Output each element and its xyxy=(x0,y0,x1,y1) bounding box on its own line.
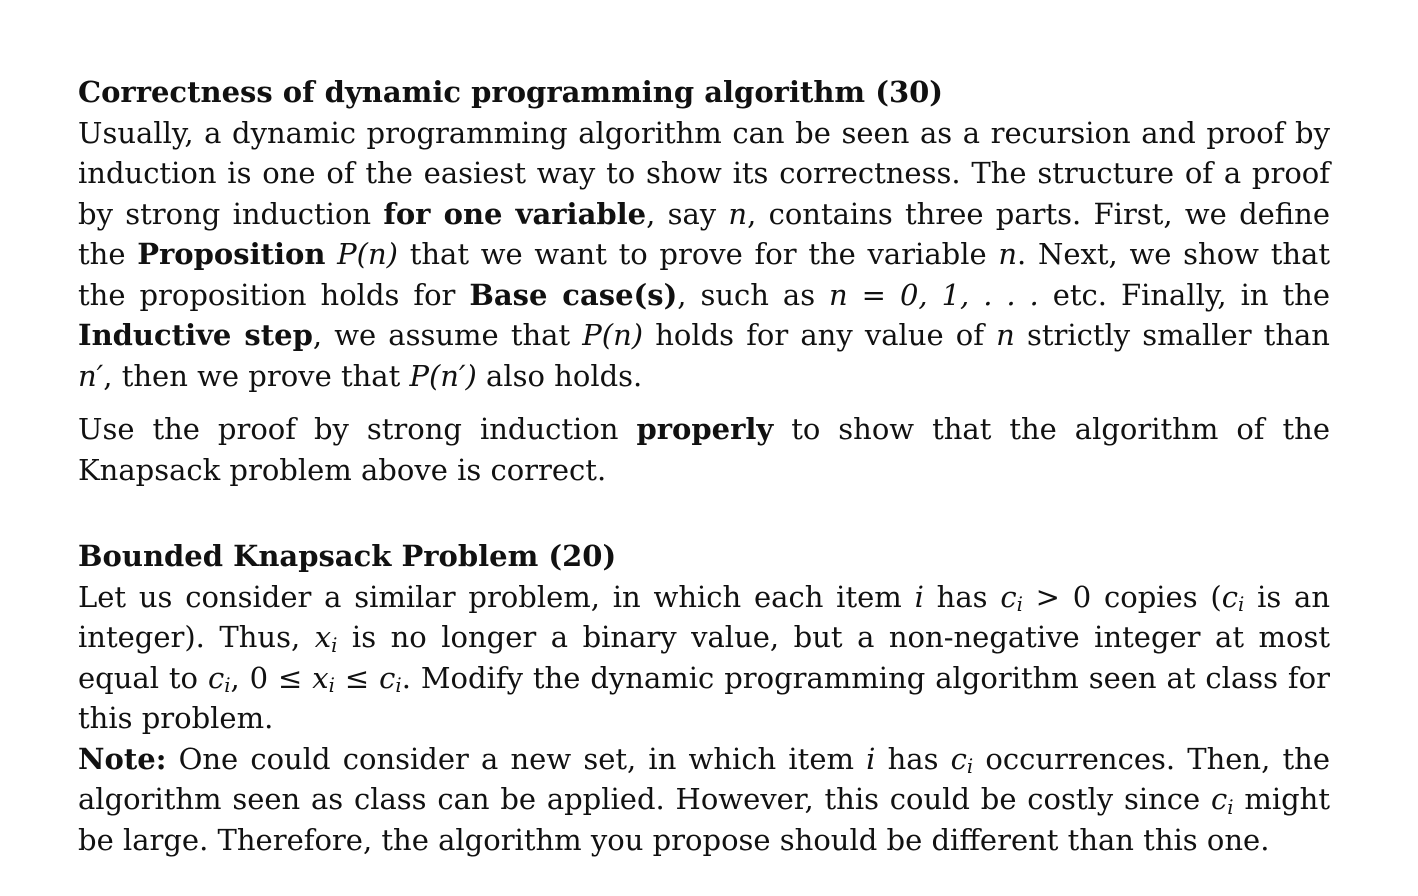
section-title-bounded-knapsack: Bounded Knapsack Problem (20) xyxy=(78,539,617,573)
paragraph-bounded-knapsack: Let us consider a similar problem, in which each item i has $c_i > 0$ copies ($c_i$ is an integer). Thus, $x_i$ is no longer a binary value, but a non-negative integer at most equal to $c_i$, $0 \le x_i \le c_i$. Modify the dynamic programming algorithm seen at class for this problem. xyxy=(78,579,1331,735)
paragraph-induction-structure: Usually, a dynamic programming algorithm can be seen as a recursion and proof by induction is one of the easiest way to show its correctness. The structure of a proof by strong induction for one variable, say n, contains three parts. First, we define the Proposition P(n) that we want to prove for the variable n. Next, we show that the proposition holds for Base case(s), such as n = 0, 1, . . . etc. Finally, in the Inductive step, we assume that P(n) holds for any value of n strictly smaller than n′, then we prove that P(n′) also holds. xyxy=(78,115,1331,393)
section-title-correctness: Correctness of dynamic programming algorithm (30) xyxy=(78,75,944,109)
note-label: Note: xyxy=(78,741,167,776)
document-page xyxy=(78,72,1330,860)
paragraph-note: Note: One could consider a new set, in which item i has $c_i$ occurrences. Then, the algorithm seen as class can be applied. However, this could be costly since $c_i$ might be large. Therefore, the algorithm you propose should be different than this one. xyxy=(78,741,1331,857)
paragraph-task-knapsack-proof: Use the proof by strong induction properly to show that the algorithm of the Knapsack problem above is correct. xyxy=(78,412,1330,487)
